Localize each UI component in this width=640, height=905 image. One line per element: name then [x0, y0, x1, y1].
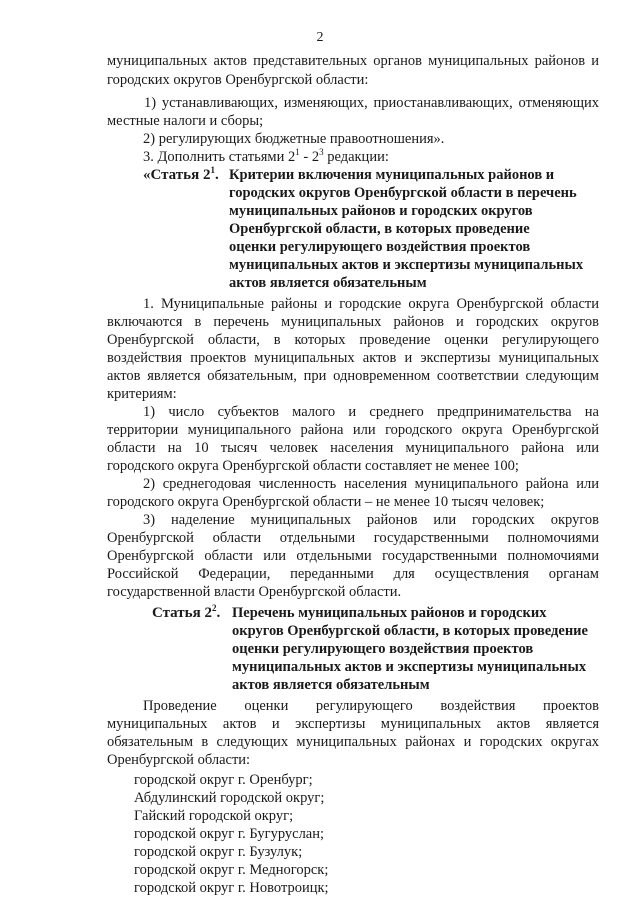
article-label-end: .	[216, 605, 221, 621]
article-title-line: оценки регулирующего воздействия проектов	[229, 239, 531, 255]
paragraph-line: обязательным в следующих муниципальных районах и городских округах	[107, 734, 599, 750]
article-label	[152, 604, 220, 622]
intro-line	[143, 149, 389, 166]
paragraph-line: актов является обязательным, при одновременном соответствии следующим	[107, 368, 599, 384]
intro-text: - 2	[299, 149, 320, 165]
article-title-line: муниципальных актов и экспертизы муниципальных	[232, 659, 587, 675]
superscript: 3	[319, 147, 324, 158]
article-title-line: Оренбургской области, в которых проведение	[229, 221, 530, 237]
article-title-line: Критерии включения муниципальных районов и	[229, 167, 555, 183]
list-item-line: 3) наделение муниципальных районов или городских округов	[143, 512, 599, 528]
list-item-line: 2) среднегодовая численность населения муниципального района или	[143, 476, 599, 492]
article-title-line: муниципальных районов и городских округов	[229, 203, 533, 219]
paragraph-line: Проведение оценки регулирующего воздействия проектов	[143, 698, 599, 714]
paragraph-line: критериям:	[107, 386, 177, 402]
intro-line: 2) регулирующих бюджетные правоотношения».	[143, 131, 445, 147]
article-label	[143, 166, 219, 184]
paragraph-line: Оренбургской области:	[107, 752, 251, 768]
list-item: городской округ г. Новотроицк;	[134, 880, 329, 896]
list-item-line: 1) число субъектов малого и среднего предпринимательства на	[143, 404, 599, 420]
intro-line: 1) устанавливающих, изменяющих, приостанавливающих, отменяющих	[144, 95, 599, 111]
superscript: 1	[295, 147, 300, 158]
list-item-line: городского округа Оренбургской области – не менее 10 тысяч человек;	[107, 494, 545, 510]
list-item-line: Российской Федерации, переданными для осуществления органам	[107, 566, 599, 582]
article-title-line: Перечень муниципальных районов и городских	[232, 605, 547, 621]
list-item: городской округ г. Оренбург;	[134, 772, 313, 788]
paragraph-line: Оренбургской области, в которых проведение оценки регулирующего	[107, 332, 599, 348]
paragraph-line: 1. Муниципальные районы и городские округа Оренбургской области	[143, 296, 599, 312]
article-title-line: оценки регулирующего воздействия проектов	[232, 641, 534, 657]
article-title-line: актов является обязательным	[232, 677, 430, 693]
article-label-end: .	[214, 167, 219, 183]
intro-text: 3. Дополнить статьями 2	[143, 149, 296, 165]
article-title-line: округов Оренбургской области, в которых проведение	[232, 623, 588, 639]
list-item-line: Оренбургской области отдельными государственными полномочиями	[107, 530, 599, 546]
intro-line: местные налоги и сборы;	[107, 113, 264, 129]
page-number: 2	[316, 30, 324, 45]
intro-text: редакции:	[323, 149, 389, 165]
superscript: 2	[211, 603, 217, 613]
paragraph-line: воздействия проектов муниципальных актов и экспертизы муниципальных	[107, 350, 599, 366]
paragraph-line: муниципальных актов и экспертизы муниципальных актов является	[107, 716, 599, 732]
list-item-line: территории муниципального района или городского округа Оренбургской	[107, 422, 599, 438]
article-title-line: муниципальных актов и экспертизы муниципальных	[229, 257, 584, 273]
paragraph-line: включаются в перечень муниципальных районов и городских округов	[107, 314, 599, 330]
superscript: 1	[210, 165, 215, 175]
intro-line: городских округов Оренбургской области:	[107, 72, 369, 88]
list-item-line: государственной власти Оренбургской области.	[107, 584, 402, 600]
article-label-text: «Статья 2	[143, 167, 211, 183]
article-title-line: городских округов Оренбургской области в перечень	[229, 185, 577, 201]
list-item: Гайский городской округ;	[134, 808, 294, 824]
article-title-line: актов является обязательным	[229, 275, 427, 291]
list-item-line: городского округа Оренбургской области составляет не менее 100;	[107, 458, 519, 474]
intro-line: муниципальных актов представительных органов муниципальных районов и	[107, 53, 599, 69]
list-item: Абдулинский городской округ;	[134, 790, 325, 806]
list-item: городской округ г. Медногорск;	[134, 862, 329, 878]
list-item: городской округ г. Бугуруслан;	[134, 826, 325, 842]
list-item: городской округ г. Бузулук;	[134, 844, 303, 860]
list-item-line: области на 10 тысяч человек населения муниципального района или	[107, 440, 599, 456]
article-label-text: Статья 2	[152, 605, 212, 621]
list-item-line: Оренбургской области или отдельными государственными полномочиями	[107, 548, 599, 564]
